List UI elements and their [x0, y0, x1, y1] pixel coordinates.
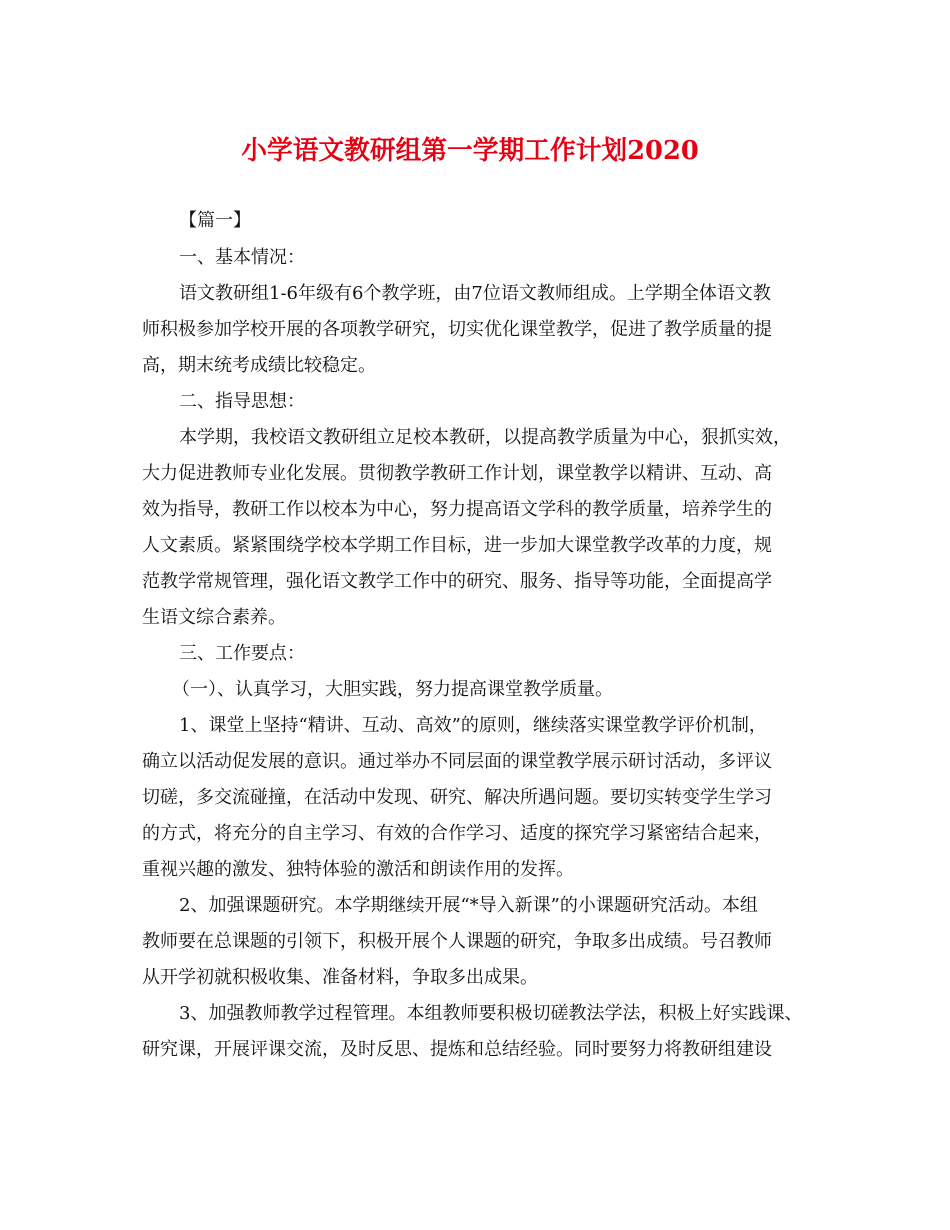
heading-work-points: 三、工作要点：: [179, 643, 305, 664]
paragraph-line: 效为指导，教研工作以校本为中心，努力提高语文学科的教学质量，培养学生的: [142, 499, 772, 520]
paragraph-line: 的方式，将充分的自主学习、有效的合作学习、适度的探究学习紧密结合起来，: [142, 823, 772, 844]
section-label: 【篇一】: [179, 210, 251, 231]
heading-basic-situation: 一、基本情况：: [179, 247, 305, 268]
document-title: 小学语文教研组第一学期工作计划2020: [241, 136, 699, 166]
paragraph-line: 1、课堂上坚持“精讲、互动、高效”的原则，继续落实课堂教学评价机制，: [179, 715, 767, 736]
paragraph-line: 确立以活动促发展的意识。通过举办不同层面的课堂教学展示研讨活动，多评议: [142, 751, 772, 772]
paragraph-line: 研究课，开展评课交流，及时反思、提炼和总结经验。同时要努力将教研组建设: [142, 1039, 772, 1060]
paragraph-line: 生语文综合素养。: [142, 607, 286, 628]
paragraph-line: 人文素质。紧紧围绕学校本学期工作目标，进一步加大课堂教学改革的力度，规: [142, 535, 772, 556]
subheading-one: （一）、认真学习，大胆实践，努力提高课堂教学质量。: [172, 679, 613, 700]
paragraph-line: 语文教研组1-6年级有6个教学班，由7位语文教师组成。上学期全体语文教: [179, 283, 771, 304]
paragraph-line: 重视兴趣的激发、独特体验的激活和朗读作用的发挥。: [142, 859, 574, 880]
paragraph-line: 本学期，我校语文教研组立足校本教研，以提高教学质量为中心，狠抓实效，: [179, 427, 791, 448]
paragraph-line: 大力促进教师专业化发展。贯彻教学教研工作计划，课堂教学以精讲、互动、高: [142, 463, 772, 484]
paragraph-line: 2、加强课题研究。本学期继续开展“*导入新课”的小课题研究活动。本组: [179, 895, 758, 916]
paragraph-line: 高，期末统考成绩比较稳定。: [142, 355, 376, 376]
heading-guiding-thought: 二、指导思想：: [179, 391, 305, 412]
paragraph-line: 师积极参加学校开展的各项教学研究，切实优化课堂教学，促进了教学质量的提: [142, 319, 772, 340]
paragraph-line: 切磋，多交流碰撞，在活动中发现、研究、解决所遇问题。要切实转变学生学习: [142, 787, 772, 808]
paragraph-line: 从开学初就积极收集、准备材料，争取多出成果。: [142, 967, 538, 988]
paragraph-line: 3、加强教师教学过程管理。本组教师要积极切磋教法学法，积极上好实践课、: [179, 1003, 803, 1024]
paragraph-line: 范教学常规管理，强化语文教学工作中的研究、服务、指导等功能，全面提高学: [142, 571, 772, 592]
paragraph-line: 教师要在总课题的引领下，积极开展个人课题的研究，争取多出成绩。号召教师: [142, 931, 772, 952]
